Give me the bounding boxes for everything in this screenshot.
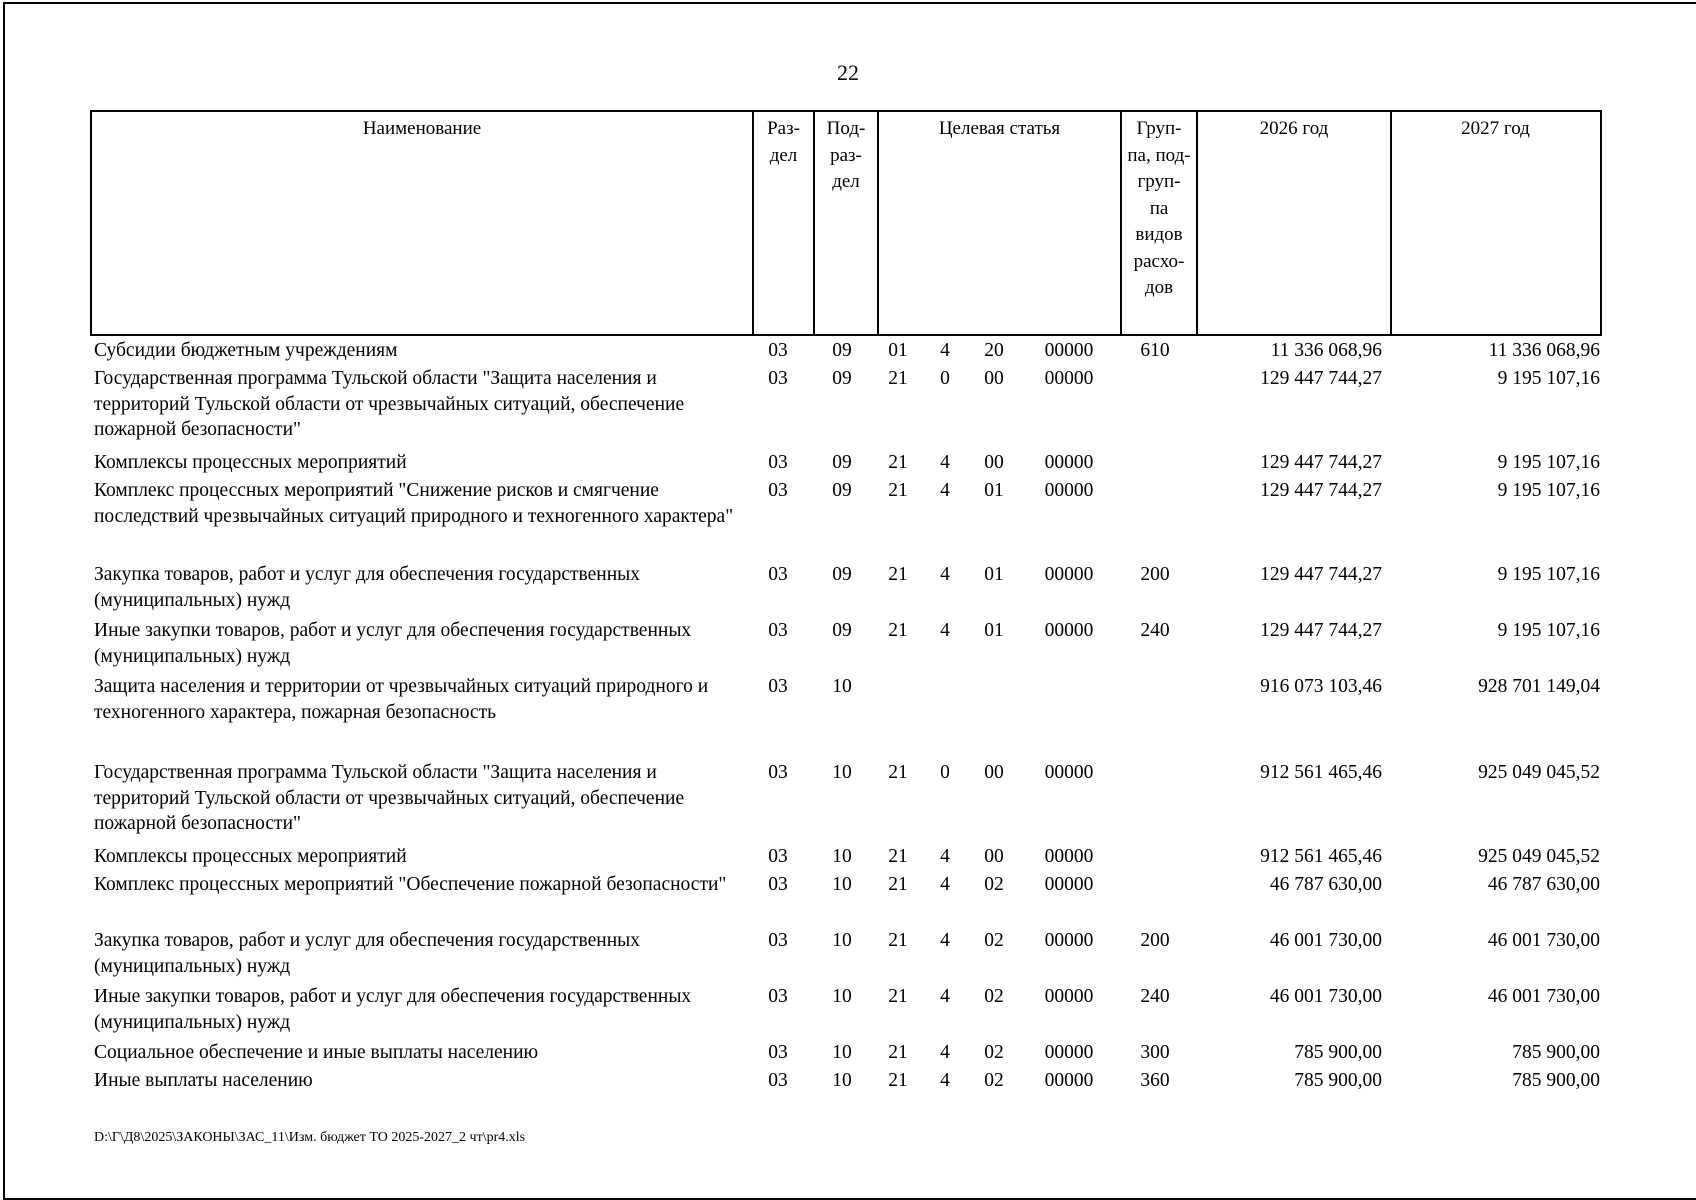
row-target-structure: 02	[984, 986, 1004, 1007]
row-target-type: 4	[940, 1070, 950, 1091]
row-target-type: 0	[940, 762, 950, 783]
row-target-type: 4	[940, 846, 950, 867]
row-target-type: 4	[940, 930, 950, 951]
page-number: 22	[837, 60, 859, 85]
row-target-program: 21	[888, 452, 908, 473]
row-amount-2027: 925 049 045,52	[1478, 846, 1600, 867]
row-target-type: 4	[940, 620, 950, 641]
row-name: Субсидии бюджетным учреждениям	[94, 340, 398, 361]
row-amount-2026: 916 073 103,46	[1260, 676, 1382, 697]
row-expense-group: 360	[1140, 1070, 1170, 1091]
row-target-structure: 00	[984, 368, 1004, 389]
row-amount-2027: 928 701 149,04	[1478, 676, 1600, 697]
row-expense-group: 200	[1140, 930, 1170, 951]
row-name: Социальное обеспечение и иные выплаты населению	[94, 1042, 539, 1063]
row-expense-group: 200	[1140, 564, 1170, 585]
row-amount-2027: 9 195 107,16	[1497, 452, 1600, 473]
row-expense-group: 610	[1140, 340, 1170, 361]
row-podrazdel: 09	[832, 452, 852, 473]
row-amount-2026: 129 447 744,27	[1260, 480, 1382, 501]
row-target-structure: 02	[984, 874, 1004, 895]
row-name: Защита населения и территории от чрезвычайных ситуаций природного и техногенного характера, пожарная безопасность	[94, 676, 709, 723]
row-target-program: 21	[888, 986, 908, 1007]
row-razdel: 03	[768, 762, 788, 783]
row-name: Закупка товаров, работ и услуг для обеспечения государственных (муниципальных) нужд	[94, 564, 641, 611]
row-amount-2027: 785 900,00	[1512, 1042, 1600, 1063]
row-expense-group: 300	[1140, 1042, 1170, 1063]
row-razdel: 03	[768, 620, 788, 641]
row-target-type: 4	[940, 874, 950, 895]
row-amount-2026: 129 447 744,27	[1260, 452, 1382, 473]
row-target-structure: 00	[984, 452, 1004, 473]
header-razdel: Раз- дел	[754, 112, 815, 334]
row-target-direction: 00000	[1044, 480, 1094, 501]
row-podrazdel: 10	[832, 762, 852, 783]
row-target-direction: 00000	[1044, 1070, 1094, 1091]
row-amount-2027: 46 001 730,00	[1487, 930, 1600, 951]
row-podrazdel: 10	[832, 676, 852, 697]
row-target-program: 21	[888, 564, 908, 585]
row-target-type: 4	[940, 452, 950, 473]
row-target-type: 4	[940, 564, 950, 585]
row-target-direction: 00000	[1044, 340, 1094, 361]
row-target-program: 21	[888, 1042, 908, 1063]
row-target-structure: 02	[984, 930, 1004, 951]
row-name: Государственная программа Тульской области "Защита населения и территорий Тульской области от чрезвычайных ситуаций, обеспечение пожарной безопасности"	[94, 368, 685, 440]
row-expense-group: 240	[1140, 620, 1170, 641]
row-amount-2027: 9 195 107,16	[1497, 620, 1600, 641]
row-amount-2026: 11 336 068,96	[1270, 340, 1382, 361]
header-target-article: Целевая статья	[879, 112, 1122, 334]
row-amount-2026: 46 001 730,00	[1269, 986, 1382, 1007]
row-podrazdel: 09	[832, 340, 852, 361]
row-podrazdel: 10	[832, 930, 852, 951]
header-2026: 2026 год	[1198, 112, 1392, 334]
row-target-type: 4	[940, 986, 950, 1007]
row-podrazdel: 10	[832, 1042, 852, 1063]
row-podrazdel: 09	[832, 480, 852, 501]
row-podrazdel: 10	[832, 986, 852, 1007]
row-name: Закупка товаров, работ и услуг для обеспечения государственных (муниципальных) нужд	[94, 930, 641, 977]
row-target-structure: 02	[984, 1070, 1004, 1091]
row-target-direction: 00000	[1044, 368, 1094, 389]
row-target-program: 21	[888, 930, 908, 951]
row-target-direction: 00000	[1044, 452, 1094, 473]
row-target-type: 0	[940, 368, 950, 389]
row-target-direction: 00000	[1044, 846, 1094, 867]
header-2027: 2027 год	[1461, 118, 1530, 139]
row-target-structure: 20	[984, 340, 1004, 361]
row-target-direction: 00000	[1044, 986, 1094, 1007]
row-amount-2026: 912 561 465,46	[1260, 762, 1382, 783]
row-amount-2026: 785 900,00	[1294, 1042, 1382, 1063]
row-podrazdel: 09	[832, 368, 852, 389]
row-amount-2026: 129 447 744,27	[1260, 564, 1382, 585]
row-target-program: 21	[888, 874, 908, 895]
row-name: Комплекс процессных мероприятий "Снижение рисков и смягчение последствий чрезвычайных ситуаций природного и техногенного характера"	[94, 480, 734, 527]
row-target-program: 21	[888, 620, 908, 641]
row-target-direction: 00000	[1044, 1042, 1094, 1063]
row-name: Комплекс процессных мероприятий "Обеспечение пожарной безопасности"	[94, 874, 727, 895]
row-amount-2026: 129 447 744,27	[1260, 620, 1382, 641]
row-target-structure: 01	[984, 620, 1004, 641]
row-amount-2027: 925 049 045,52	[1478, 762, 1600, 783]
row-amount-2026: 912 561 465,46	[1260, 846, 1382, 867]
row-target-type: 4	[940, 480, 950, 501]
header-expense-group: Груп- па, под- груп- па видов расхо- дов	[1122, 112, 1198, 334]
row-amount-2026: 46 001 730,00	[1269, 930, 1382, 951]
row-amount-2026: 785 900,00	[1294, 1070, 1382, 1091]
row-razdel: 03	[768, 564, 788, 585]
row-name: Иные выплаты населению	[94, 1070, 313, 1091]
row-target-program: 21	[888, 480, 908, 501]
row-razdel: 03	[768, 1042, 788, 1063]
row-name: Иные закупки товаров, работ и услуг для обеспечения государственных (муниципальных) нужд	[94, 620, 692, 667]
row-expense-group: 240	[1140, 986, 1170, 1007]
row-razdel: 03	[768, 480, 788, 501]
row-target-structure: 00	[984, 762, 1004, 783]
row-amount-2026: 46 787 630,00	[1269, 874, 1382, 895]
row-target-program: 21	[888, 846, 908, 867]
table-header	[90, 110, 1602, 336]
row-target-program: 01	[888, 340, 908, 361]
row-amount-2027: 11 336 068,96	[1488, 340, 1600, 361]
row-podrazdel: 09	[832, 620, 852, 641]
row-target-structure: 01	[984, 480, 1004, 501]
row-amount-2027: 46 787 630,00	[1487, 874, 1600, 895]
row-target-program: 21	[888, 368, 908, 389]
row-name: Иные закупки товаров, работ и услуг для обеспечения государственных (муниципальных) нужд	[94, 986, 692, 1033]
row-target-type: 4	[940, 1042, 950, 1063]
row-target-direction: 00000	[1044, 762, 1094, 783]
row-target-direction: 00000	[1044, 874, 1094, 895]
row-amount-2026: 129 447 744,27	[1260, 368, 1382, 389]
row-amount-2027: 785 900,00	[1512, 1070, 1600, 1091]
row-target-direction: 00000	[1044, 620, 1094, 641]
row-podrazdel: 10	[832, 874, 852, 895]
row-amount-2027: 9 195 107,16	[1497, 480, 1600, 501]
row-target-direction: 00000	[1044, 564, 1094, 585]
row-name: Комплексы процессных мероприятий	[94, 846, 407, 867]
row-razdel: 03	[768, 986, 788, 1007]
row-podrazdel: 09	[832, 564, 852, 585]
row-target-structure: 00	[984, 846, 1004, 867]
row-target-program: 21	[888, 762, 908, 783]
row-razdel: 03	[768, 874, 788, 895]
row-target-direction: 00000	[1044, 930, 1094, 951]
row-podrazdel: 10	[832, 1070, 852, 1091]
row-target-program: 21	[888, 1070, 908, 1091]
row-target-structure: 01	[984, 564, 1004, 585]
row-razdel: 03	[768, 930, 788, 951]
row-razdel: 03	[768, 452, 788, 473]
row-target-type: 4	[940, 340, 950, 361]
row-razdel: 03	[768, 340, 788, 361]
row-amount-2027: 9 195 107,16	[1497, 564, 1600, 585]
row-target-structure: 02	[984, 1042, 1004, 1063]
row-name: Комплексы процессных мероприятий	[94, 452, 407, 473]
row-razdel: 03	[768, 846, 788, 867]
row-amount-2027: 9 195 107,16	[1497, 368, 1600, 389]
row-razdel: 03	[768, 1070, 788, 1091]
row-razdel: 03	[768, 676, 788, 697]
row-name: Государственная программа Тульской области "Защита населения и территорий Тульской области от чрезвычайных ситуаций, обеспечение пожарной безопасности"	[94, 762, 685, 834]
header-podrazdel: Под- раз- дел	[815, 112, 879, 334]
row-amount-2027: 46 001 730,00	[1487, 986, 1600, 1007]
file-path-footer: D:\Г\Д8\2025\ЗАКОНЫ\ЗАС_11\Изм. бюджет ТО 2025-2027_2 чт\pr4.xls	[94, 1130, 526, 1145]
row-razdel: 03	[768, 368, 788, 389]
header-name: Наименование	[92, 112, 754, 334]
row-podrazdel: 10	[832, 846, 852, 867]
